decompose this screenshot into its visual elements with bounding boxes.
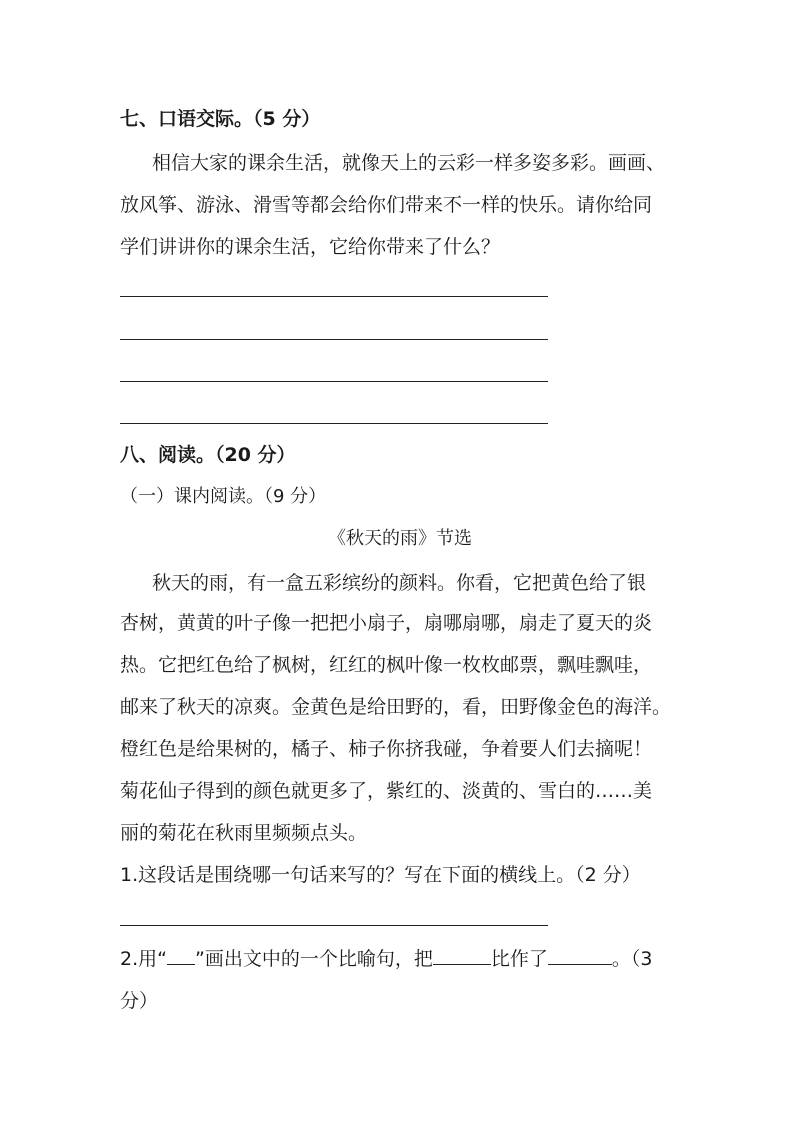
section-7-heading: 七、口语交际。（5 分） — [120, 108, 321, 130]
passage-line-6: 菊花仙子得到的颜色就更多了，紫红的、淡黄的、雪白的……美 — [120, 780, 653, 802]
answer-line[interactable] — [120, 339, 548, 340]
section-7-line-2: 放风筝、游泳、滑雪等都会给你们带来不一样的快乐。请你给同 — [120, 194, 653, 216]
passage-line-5: 橙红色是给果树的，橘子、柿子你挤我碰，争着要人们去摘呢！ — [120, 738, 653, 760]
section-7-line-3: 学们讲讲你的课余生活，它给你带来了什么？ — [120, 236, 501, 258]
question-2 — [120, 946, 652, 972]
passage-line-1: 秋天的雨，有一盒五彩缤纷的颜料。你看，它把黄色给了银 — [152, 572, 647, 594]
question-2-line-2: 分） — [120, 990, 159, 1012]
answer-line[interactable] — [120, 296, 548, 297]
question-2-text-b: ”画出文中的一个比喻句，把 — [194, 948, 433, 970]
passage-line-4: 邮来了秋天的凉爽。金黄色是给田野的，看，田野像金色的海洋。 — [120, 696, 672, 718]
question-2-text-c: 比作了 — [490, 948, 548, 970]
question-1: 1.这段话是围绕哪一句话来写的？写在下面的横线上。（2 分） — [120, 864, 641, 886]
passage-line-7: 丽的菊花在秋雨里频频点头。 — [120, 822, 368, 844]
answer-line[interactable] — [120, 423, 548, 424]
answer-line[interactable] — [120, 381, 548, 382]
answer-blank[interactable] — [548, 946, 612, 965]
answer-line[interactable] — [120, 925, 548, 926]
passage-line-2: 杏树，黄黄的叶子像一把把小扇子，扇哪扇哪，扇走了夏天的炎 — [120, 612, 653, 634]
section-8-heading: 八、阅读。（20 分） — [120, 444, 296, 466]
passage-line-3: 热。它把红色给了枫树，红红的枫叶像一枚枚邮票，飘哇飘哇， — [120, 654, 653, 676]
question-2-text-a: 2.用“ — [120, 948, 167, 970]
section-7-line-1: 相信大家的课余生活，就像天上的云彩一样多姿多彩。画画、 — [152, 152, 666, 174]
answer-blank[interactable] — [433, 946, 491, 965]
underline-mark-blank — [167, 946, 195, 965]
question-2-text-d: 。（3 — [611, 948, 653, 970]
passage-title: 《秋天的雨》节选 — [328, 528, 472, 549]
section-8-part-1-heading: （一）课内阅读。（9 分） — [120, 486, 327, 507]
